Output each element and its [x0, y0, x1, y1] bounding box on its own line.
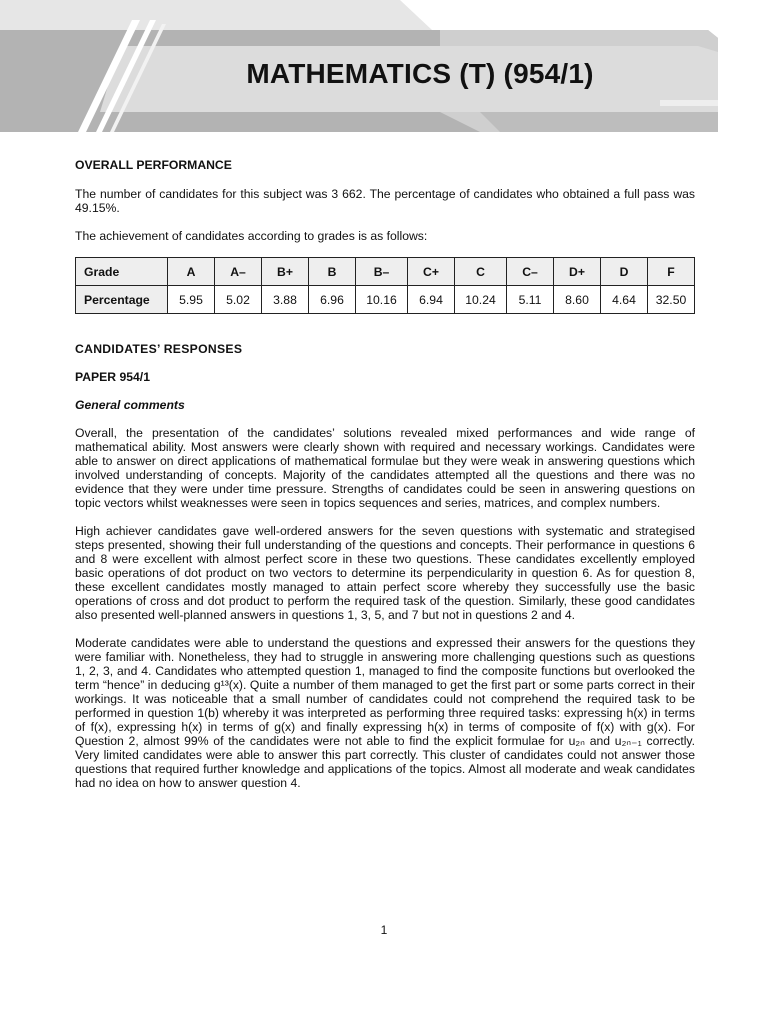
header-banner	[0, 0, 768, 140]
responses-paragraph-2: High achiever candidates gave well-ordered answers for the seven questions with systematic and strategised steps presented, showing their full understanding of the questions and concepts. Their performance in questions 6 and 8 were excellent with almost perfect score in these two questions. These candidates excellently employed basic operations of dot product on two vectors to determine its perpendicularity in question 6. As for question 8, these excellent candidates mostly managed to attain perfect score whereby they successfully use the basic operations of cross and dot product to perform the required task of the question. Similarly, these good candidates also presented well-planned answers in questions 1, 3, 5, and 7 but not in questions 2 and 4.	[75, 524, 695, 622]
grade-cell: B+	[262, 258, 309, 286]
candidates-responses-heading: CANDIDATES’ RESPONSES	[75, 342, 243, 356]
percentage-cell: 10.24	[455, 286, 507, 314]
percentage-cell: 10.16	[356, 286, 408, 314]
percentage-cell: 3.88	[262, 286, 309, 314]
percentage-cell: 5.02	[215, 286, 262, 314]
percentage-cell: 8.60	[554, 286, 601, 314]
grade-cell: B–	[356, 258, 408, 286]
grade-cell: C–	[507, 258, 554, 286]
overall-performance-heading: OVERALL PERFORMANCE	[75, 158, 232, 172]
percentage-row-label: Percentage	[76, 286, 168, 314]
paper-heading: PAPER 954/1	[75, 370, 150, 384]
percentage-cell: 6.96	[309, 286, 356, 314]
percentage-cell: 5.95	[168, 286, 215, 314]
document-body	[75, 158, 695, 790]
overall-paragraph-1: The number of candidates for this subject was 3 662. The percentage of candidates who obtained a full pass was 49.15%.	[75, 187, 695, 215]
grade-cell: A	[168, 258, 215, 286]
percentage-cell: 4.64	[601, 286, 648, 314]
page-number: 1	[380, 923, 388, 937]
grade-cell: D	[601, 258, 648, 286]
grade-cell: D+	[554, 258, 601, 286]
percentage-cell: 5.11	[507, 286, 554, 314]
percentage-cell: 6.94	[408, 286, 455, 314]
page-title: MATHEMATICS (T) (954/1)	[246, 58, 594, 89]
grade-cell: C+	[408, 258, 455, 286]
grades-header-row	[76, 258, 695, 286]
grade-cell: B	[309, 258, 356, 286]
grade-cell: A–	[215, 258, 262, 286]
percentage-cell: 32.50	[648, 286, 695, 314]
overall-paragraph-2: The achievement of candidates according to grades is as follows:	[75, 229, 428, 243]
percentage-row	[76, 286, 695, 314]
grade-row-label: Grade	[76, 258, 168, 286]
grades-table	[75, 257, 695, 314]
responses-paragraph-1: Overall, the presentation of the candidates’ solutions revealed mixed performances and wide range of mathematical ability. Most answers were clearly shown with required and necessary workings. Candidates were able to answer on direct applications of mathematical formulae but they were weak in answering questions which involved understanding of concepts. Majority of the candidates attempted all the questions and there was no evidence that they were under time pressure. Strengths of candidates could be seen in answering questions on topic vectors whilst weaknesses were seen in topics sequences and series, matrices, and complex numbers.	[75, 426, 695, 510]
grade-cell: F	[648, 258, 695, 286]
grade-cell: C	[455, 258, 507, 286]
general-comments-heading: General comments	[75, 398, 185, 412]
responses-paragraph-3: Moderate candidates were able to understand the questions and expressed their answers for the questions they were familiar with. Nonetheless, they had to struggle in answering more challenging questions such as questions 1, 2, 3, and 4. Candidates who attempted question 1, managed to find the composite functions but overlooked the term “hence” in deducing g¹³(x). Quite a number of them managed to get the first part or some parts correct in their workings. It was noticeable that a small number of candidates could not comprehend the required task to be performed in question 1(b) whereby it was interpreted as performing three required tasks: expressing h(x) in terms of f(x), expressing h(x) in terms of g(x) and finally expressing h(x) in terms of composite of f(x) with g(x). For Question 2, almost 99% of the candidates were not able to find the explicit formulae for u₂ₙ and u₂ₙ₋₁ correctly. Very limited candidates were able to answer this part correctly. This cluster of candidates could not answer those questions that required further knowledge and applications of the topics. Almost all moderate and weak candidates had no idea on how to answer question 4.	[75, 636, 695, 790]
